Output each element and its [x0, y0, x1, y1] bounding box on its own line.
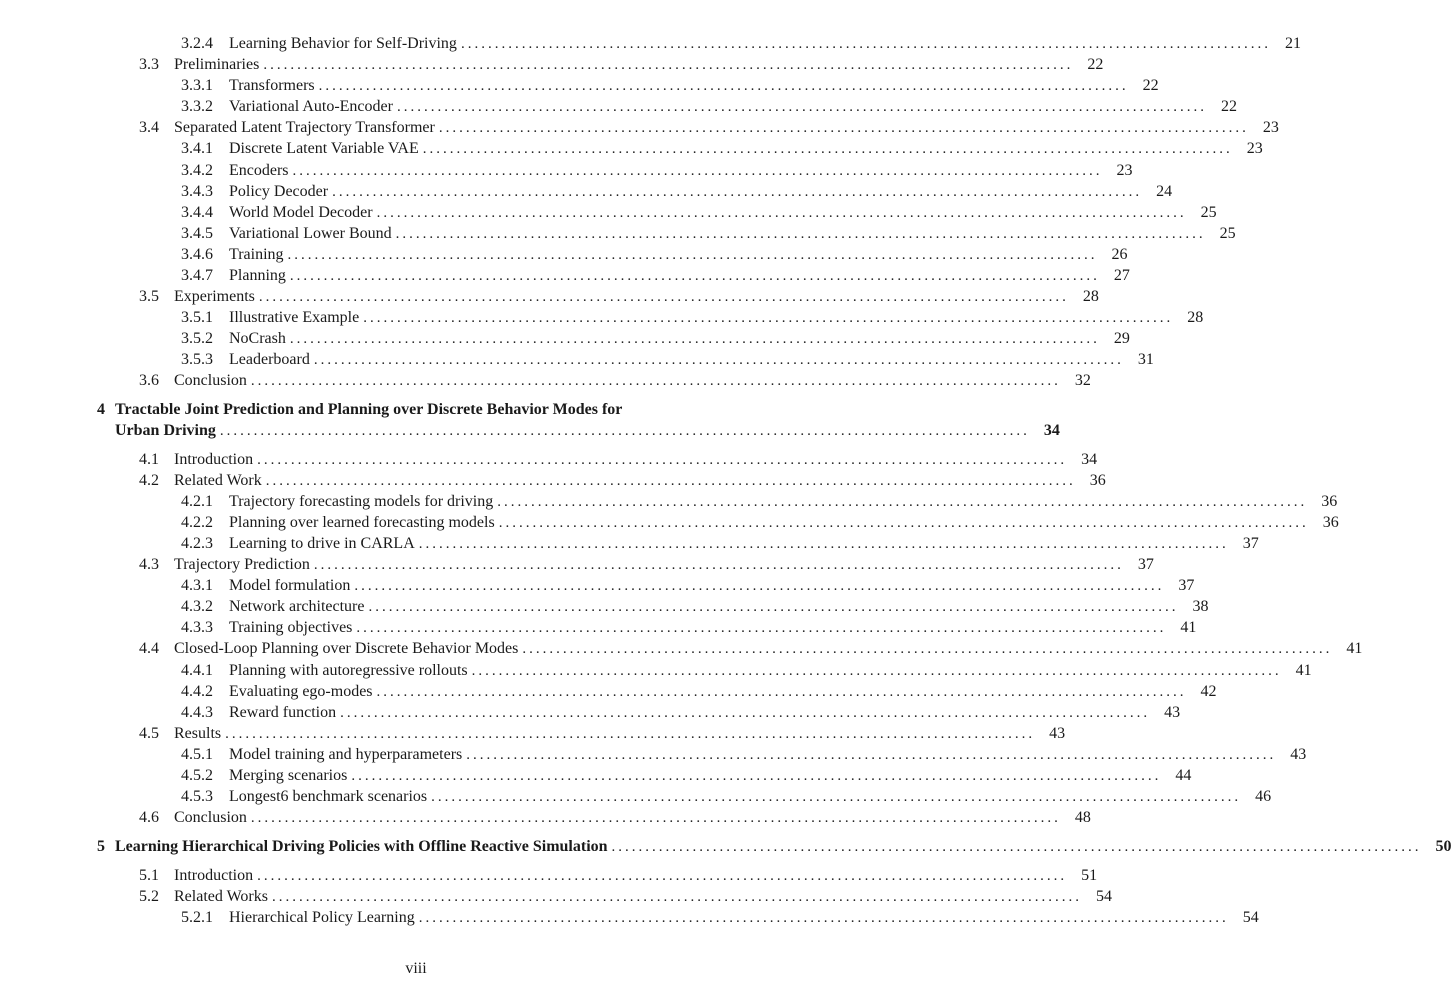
toc-entry[interactable]	[139, 886, 1112, 907]
toc-entry-number: 3.4.3	[181, 183, 213, 200]
dot-leader: ........................................................................................................................	[422, 141, 1233, 157]
toc-entry-number: 3.4.7	[181, 267, 213, 284]
toc-entry-title: Encoders	[229, 162, 289, 179]
toc-entry-number: 3.5.1	[181, 309, 213, 326]
dot-leader: ........................................................................................................................	[611, 839, 1422, 855]
toc-entry-page: 22	[1220, 98, 1237, 115]
toc-entry[interactable]	[181, 265, 1130, 286]
toc-entry-number: 3.5.3	[181, 351, 213, 368]
toc-entry[interactable]	[181, 96, 1237, 117]
toc-entry-page: 48	[1074, 809, 1091, 826]
toc-entry-title: Training	[229, 246, 284, 263]
toc-entry[interactable]	[139, 723, 1066, 744]
dot-leader: ........................................................................................................................	[287, 247, 1098, 263]
dot-leader: ........................................................................................................................	[257, 868, 1068, 884]
toc-entry-page: 42	[1200, 683, 1217, 700]
toc-entry-number: 3.4.2	[181, 162, 213, 179]
dot-leader: ........................................................................................................................	[466, 747, 1277, 763]
toc-entry-number: 3.5	[139, 288, 159, 305]
dot-leader: ........................................................................................................................	[395, 226, 1206, 242]
toc-entry-title: Experiments	[174, 288, 255, 305]
dot-leader: ........................................................................................................................	[271, 889, 1082, 905]
dot-leader: ........................................................................................................................	[219, 423, 1030, 439]
toc-entry[interactable]	[181, 596, 1209, 617]
toc-entry[interactable]	[181, 160, 1133, 181]
toc-entry-page: 25	[1200, 204, 1217, 221]
chapter-page: 34	[1043, 422, 1060, 439]
toc-entry-page: 41	[1295, 662, 1312, 679]
toc-entry-title: Introduction	[174, 451, 254, 468]
toc-entry-number: 3.6	[139, 372, 159, 389]
toc-entry-title: Separated Latent Trajectory Transformer	[174, 119, 435, 136]
toc-entry[interactable]	[139, 54, 1104, 75]
toc-entry-title: Learning Behavior for Self-Driving	[229, 35, 457, 52]
toc-entry[interactable]	[181, 138, 1263, 159]
toc-entry[interactable]	[139, 449, 1098, 470]
toc-entry-page: 29	[1113, 330, 1130, 347]
dot-leader: ........................................................................................................................	[263, 57, 1074, 73]
chapter-4-heading-line2[interactable]	[115, 420, 1060, 441]
toc-entry-number: 4.2.1	[181, 493, 213, 510]
toc-entry[interactable]	[181, 744, 1307, 765]
toc-entry-page: 43	[1164, 704, 1181, 721]
toc-entry[interactable]	[181, 765, 1192, 786]
toc-entry-page: 27	[1113, 267, 1130, 284]
toc-entry-page: 37	[1178, 577, 1195, 594]
toc-entry[interactable]	[181, 702, 1181, 723]
toc-entry-page: 54	[1095, 888, 1112, 905]
toc-entry-title: Model formulation	[229, 577, 351, 594]
chapter-title-line1: Tractable Joint Prediction and Planning over Discrete Behavior Modes for	[115, 401, 623, 418]
toc-entry-number: 4.4.2	[181, 683, 213, 700]
toc-entry-number: 4.1	[139, 451, 159, 468]
dot-leader: ........................................................................................................................	[418, 536, 1229, 552]
dot-leader: ........................................................................................................................	[396, 99, 1207, 115]
dot-leader: ........................................................................................................................	[313, 352, 1124, 368]
toc-entry-page: 43	[1290, 746, 1307, 763]
toc-entry-number: 4.3.2	[181, 598, 213, 615]
dot-leader: ........................................................................................................................	[332, 184, 1143, 200]
toc-entry-title: Conclusion	[174, 809, 247, 826]
toc-entry-page: 31	[1137, 351, 1154, 368]
toc-entry-number: 4.4.3	[181, 704, 213, 721]
toc-entry-page: 54	[1242, 909, 1259, 926]
toc-entry-number: 4.3	[139, 556, 159, 573]
toc-entry[interactable]	[181, 491, 1338, 512]
toc-entry-title: Illustrative Example	[229, 309, 360, 326]
toc-entry[interactable]	[181, 223, 1236, 244]
toc-entry-title: Policy Decoder	[229, 183, 329, 200]
toc-entry[interactable]	[181, 328, 1130, 349]
toc-entry-number: 4.5.2	[181, 767, 213, 784]
toc-entry-title: Related Works	[174, 888, 268, 905]
toc-entry-title: Discrete Latent Variable VAE	[229, 140, 419, 157]
toc-entry-title: Planning over learned forecasting models	[229, 514, 495, 531]
toc-entry-page: 36	[1322, 514, 1339, 531]
toc-entry-number: 4.2.2	[181, 514, 213, 531]
toc-entry-title: World Model Decoder	[229, 204, 373, 221]
toc-entry-page: 36	[1089, 472, 1106, 489]
dot-leader: ........................................................................................................................	[460, 36, 1271, 52]
toc-entry-number: 3.4.4	[181, 204, 213, 221]
toc-entry[interactable]	[139, 286, 1099, 307]
dot-leader: ........................................................................................................................	[376, 205, 1187, 221]
toc-entry-number: 5.1	[139, 867, 159, 884]
toc-entry[interactable]	[181, 512, 1339, 533]
toc-entry-title: Introduction	[174, 867, 254, 884]
toc-entry-number: 3.2.4	[181, 35, 213, 52]
toc-entry[interactable]	[181, 33, 1301, 54]
page-number: viii	[405, 960, 427, 977]
dot-leader: ........................................................................................................................	[368, 599, 1179, 615]
dot-leader: ........................................................................................................................	[354, 578, 1165, 594]
toc-entry[interactable]	[139, 554, 1154, 575]
dot-leader: ........................................................................................................................	[250, 810, 1061, 826]
toc-entry[interactable]	[139, 470, 1106, 491]
toc-entry[interactable]	[181, 660, 1312, 681]
chapter-title-line2: Urban Driving	[115, 422, 216, 439]
toc-entry-title: Learning to drive in CARLA	[229, 535, 415, 552]
toc-entry[interactable]	[181, 533, 1259, 554]
toc-entry-page: 38	[1192, 598, 1209, 615]
toc-entry-page: 23	[1116, 162, 1133, 179]
toc-entry[interactable]	[139, 807, 1091, 828]
chapter-5-heading[interactable]	[97, 836, 1452, 857]
toc-entry-page: 37	[1242, 535, 1259, 552]
chapter-number: 5	[97, 838, 105, 855]
toc-entry[interactable]	[181, 244, 1128, 265]
toc-entry-page: 46	[1255, 788, 1272, 805]
toc-entry[interactable]	[181, 349, 1154, 370]
toc-entry-title: Conclusion	[174, 372, 247, 389]
toc-entry-number: 4.2.3	[181, 535, 213, 552]
dot-leader: ........................................................................................................................	[498, 515, 1309, 531]
toc-entry[interactable]	[139, 370, 1091, 391]
dot-leader: ........................................................................................................................	[265, 473, 1076, 489]
toc-entry-number: 4.6	[139, 809, 159, 826]
toc-entry[interactable]	[181, 575, 1195, 596]
toc-entry[interactable]	[181, 681, 1217, 702]
toc-entry-number: 3.4.6	[181, 246, 213, 263]
toc-entry-page: 28	[1082, 288, 1099, 305]
dot-leader: ........................................................................................................................	[438, 120, 1249, 136]
toc-entry[interactable]	[181, 786, 1272, 807]
toc-entry-title: NoCrash	[229, 330, 286, 347]
toc-entry-number: 3.4.1	[181, 140, 213, 157]
toc-entry-page: 24	[1156, 183, 1173, 200]
toc-entry[interactable]	[181, 307, 1204, 328]
toc-entry-page: 23	[1262, 119, 1279, 136]
toc-entry-title: Model training and hyperparameters	[229, 746, 463, 763]
chapter-page: 50	[1435, 838, 1452, 855]
toc-entry-page: 41	[1180, 619, 1197, 636]
dot-leader: ........................................................................................................................	[351, 768, 1162, 784]
dot-leader: ........................................................................................................................	[318, 78, 1129, 94]
toc-entry-number: 3.3	[139, 56, 159, 73]
toc-entry-page: 43	[1049, 725, 1066, 742]
toc-entry[interactable]	[181, 617, 1197, 638]
dot-leader: ........................................................................................................................	[292, 163, 1103, 179]
dot-leader: ........................................................................................................................	[497, 494, 1308, 510]
toc-entry-page: 41	[1346, 640, 1363, 657]
dot-leader: ........................................................................................................................	[356, 620, 1167, 636]
toc-entry-title: Results	[174, 725, 222, 742]
chapter-4-heading[interactable]	[97, 399, 622, 420]
toc-entry-number: 3.3.1	[181, 77, 213, 94]
toc-entry-title: Reward function	[229, 704, 337, 721]
dot-leader: ........................................................................................................................	[340, 705, 1151, 721]
dot-leader: ........................................................................................................................	[258, 289, 1069, 305]
dot-leader: ........................................................................................................................	[225, 726, 1036, 742]
toc-entry-title: Variational Lower Bound	[229, 225, 392, 242]
toc-entry-page: 21	[1284, 35, 1301, 52]
toc-entry-page: 37	[1137, 556, 1154, 573]
toc-entry-number: 4.2	[139, 472, 159, 489]
toc-entry-title: Trajectory forecasting models for driving	[229, 493, 494, 510]
toc-entry-title: Longest6 benchmark scenarios	[229, 788, 428, 805]
toc-entry[interactable]	[181, 181, 1173, 202]
toc-entry[interactable]	[139, 117, 1279, 138]
toc-entry-title: Planning	[229, 267, 286, 284]
chapter-number: 4	[97, 401, 105, 418]
toc-entry-title: Evaluating ego-modes	[229, 683, 373, 700]
dot-leader: ........................................................................................................................	[418, 910, 1229, 926]
toc-entry[interactable]	[181, 907, 1259, 928]
toc-entry-title: Closed-Loop Planning over Discrete Behavior Modes	[174, 640, 519, 657]
dot-leader: ........................................................................................................................	[471, 663, 1282, 679]
toc-entry-number: 4.4	[139, 640, 159, 657]
dot-leader: ........................................................................................................................	[289, 268, 1100, 284]
toc-entry-title: Trajectory Prediction	[174, 556, 310, 573]
toc-entry-page: 51	[1081, 867, 1098, 884]
dot-leader: ........................................................................................................................	[431, 789, 1242, 805]
toc-entry-number: 3.4.5	[181, 225, 213, 242]
toc-entry-title: Merging scenarios	[229, 767, 348, 784]
toc-entry-title: Training objectives	[229, 619, 353, 636]
toc-entry-page: 32	[1074, 372, 1091, 389]
toc-entry-number: 5.2.1	[181, 909, 213, 926]
toc-entry-title: Variational Auto-Encoder	[229, 98, 393, 115]
toc-entry-title: Transformers	[229, 77, 315, 94]
toc-entry-title: Leaderboard	[229, 351, 310, 368]
dot-leader: ........................................................................................................................	[376, 684, 1187, 700]
toc-entry-page: 34	[1081, 451, 1098, 468]
toc-entry-page: 26	[1111, 246, 1128, 263]
toc-entry-page: 22	[1142, 77, 1159, 94]
toc-entry-number: 4.5.1	[181, 746, 213, 763]
toc-entry-number: 4.3.1	[181, 577, 213, 594]
toc-entry-page: 25	[1219, 225, 1236, 242]
toc-entry-page: 22	[1087, 56, 1104, 73]
toc-entry-number: 3.4	[139, 119, 159, 136]
dot-leader: ........................................................................................................................	[257, 452, 1068, 468]
toc-entry[interactable]	[139, 865, 1098, 886]
toc-entry-number: 4.3.3	[181, 619, 213, 636]
toc-entry-page: 28	[1187, 309, 1204, 326]
toc-entry-title: Hierarchical Policy Learning	[229, 909, 415, 926]
toc-entry-page: 44	[1175, 767, 1192, 784]
toc-entry-title: Network architecture	[229, 598, 365, 615]
toc-entry-page: 23	[1246, 140, 1263, 157]
toc-entry-title: Preliminaries	[174, 56, 260, 73]
toc-entry-number: 4.4.1	[181, 662, 213, 679]
toc-entry-number: 4.5.3	[181, 788, 213, 805]
dot-leader: ........................................................................................................................	[522, 641, 1333, 657]
toc-entry[interactable]	[181, 75, 1159, 96]
toc-entry[interactable]	[181, 202, 1217, 223]
toc-entry-number: 5.2	[139, 888, 159, 905]
dot-leader: ........................................................................................................................	[289, 331, 1100, 347]
chapter-title: Learning Hierarchical Driving Policies with Offline Reactive Simulation	[115, 838, 608, 855]
toc-entry-number: 3.3.2	[181, 98, 213, 115]
dot-leader: ........................................................................................................................	[363, 310, 1174, 326]
toc-entry-number: 4.5	[139, 725, 159, 742]
toc-entry-number: 3.5.2	[181, 330, 213, 347]
dot-leader: ........................................................................................................................	[313, 557, 1124, 573]
toc-entry-title: Related Work	[174, 472, 262, 489]
toc-entry-page: 36	[1321, 493, 1338, 510]
toc-entry-title: Planning with autoregressive rollouts	[229, 662, 468, 679]
toc-entry[interactable]	[139, 638, 1363, 659]
dot-leader: ........................................................................................................................	[250, 373, 1061, 389]
